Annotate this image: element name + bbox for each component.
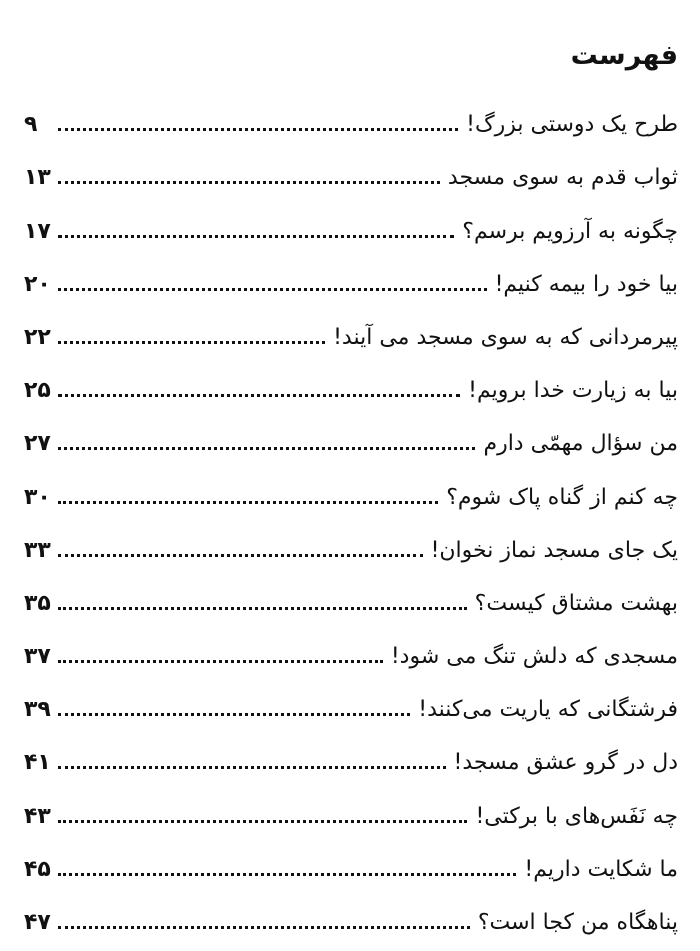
toc-entry[interactable] <box>24 579 678 632</box>
toc-entry-title: بیا خود را بیمه کنیم! <box>494 271 678 297</box>
toc-leader-dots <box>58 926 470 929</box>
toc-entry[interactable] <box>24 206 678 259</box>
toc-entry[interactable] <box>24 845 678 898</box>
toc-entry-title: یک جای مسجد نماز نخوان! <box>430 537 678 563</box>
toc-leader-dots <box>58 820 467 823</box>
toc-entry-title: فرشتگانی که یاریت می‌کنند! <box>418 697 678 723</box>
toc-leader-dots <box>58 394 460 397</box>
toc-entry-page-number: ۳۵ <box>24 590 51 616</box>
toc-leader-dots <box>58 766 446 769</box>
toc-entry[interactable] <box>24 738 678 791</box>
toc-entry[interactable] <box>24 791 678 844</box>
toc-entry-page-number: ۲۵ <box>24 378 51 404</box>
toc-entry-title: پیرمردانی که به سوی مسجد می آیند! <box>333 324 678 350</box>
toc-entry-title: دل در گرو عشق مسجد! <box>453 750 678 776</box>
toc-entry-page-number: ۱۷ <box>24 218 51 244</box>
toc-entry-title: چه نَفَس‌های با برکتی! <box>475 803 678 829</box>
toc-entry[interactable] <box>24 632 678 685</box>
toc-entry-title: من سؤال مهمّی دارم <box>483 431 678 457</box>
toc-entry-title: ثواب قدم به سوی مسجد <box>447 165 678 191</box>
toc-entry-title: مسجدی که دلش تنگ می شود! <box>390 644 678 670</box>
toc-entry-page-number: ۴۷ <box>24 910 51 935</box>
toc-entry-page-number: ۳۷ <box>24 644 51 670</box>
toc-entry[interactable] <box>24 100 678 153</box>
toc-entry-title: چه کنم از گناه پاک شوم؟ <box>446 484 678 510</box>
toc-entry-page-number: ۳۳ <box>24 537 51 563</box>
toc-leader-dots <box>58 607 467 610</box>
toc-leader-dots <box>58 181 440 184</box>
toc-entry-title: ما شکایت داریم! <box>524 856 678 882</box>
toc-entry[interactable] <box>24 366 678 419</box>
toc-entry[interactable] <box>24 153 678 206</box>
toc-entry-title: بهشت مشتاق کیست؟ <box>474 590 678 616</box>
toc-leader-dots <box>58 341 325 344</box>
toc-entry[interactable] <box>24 526 678 579</box>
toc-entry-title: پناهگاه من کجا است؟ <box>477 910 678 935</box>
toc-entry-page-number: ۹ <box>24 112 38 138</box>
toc-entry-page-number: ۲۷ <box>24 431 51 457</box>
toc-entry-page-number: ۲۰ <box>24 271 51 297</box>
toc-entry[interactable] <box>24 898 678 951</box>
toc-entry-page-number: ۴۱ <box>24 750 51 776</box>
toc-entry[interactable] <box>24 260 678 313</box>
toc-leader-dots <box>58 235 454 238</box>
toc-entry-title: طرح یک دوستی بزرگ! <box>466 112 678 138</box>
toc-entry[interactable] <box>24 419 678 472</box>
toc-entry-page-number: ۲۲ <box>24 324 51 350</box>
toc-entry[interactable] <box>24 313 678 366</box>
toc-entry[interactable] <box>24 685 678 738</box>
toc-leader-dots <box>58 288 487 291</box>
toc-leader-dots <box>58 128 458 131</box>
toc-leader-dots <box>58 873 516 876</box>
toc-leader-dots <box>58 447 475 450</box>
page-title: فهرست <box>570 40 678 71</box>
toc-entry-page-number: ۳۰ <box>24 484 51 510</box>
toc-entry[interactable] <box>24 472 678 525</box>
toc-leader-dots <box>58 713 410 716</box>
toc-entry-title: بیا به زیارت خدا برویم! <box>468 378 678 404</box>
toc-entry-page-number: ۴۳ <box>24 803 51 829</box>
toc-leader-dots <box>58 501 438 504</box>
toc-entry-title: چگونه به آرزویم برسم؟ <box>462 218 678 244</box>
toc-list <box>24 100 678 951</box>
toc-entry-page-number: ۴۵ <box>24 856 51 882</box>
toc-leader-dots <box>58 660 383 663</box>
toc-entry-page-number: ۱۳ <box>24 165 51 191</box>
toc-entry-page-number: ۳۹ <box>24 697 51 723</box>
toc-leader-dots <box>58 554 423 557</box>
